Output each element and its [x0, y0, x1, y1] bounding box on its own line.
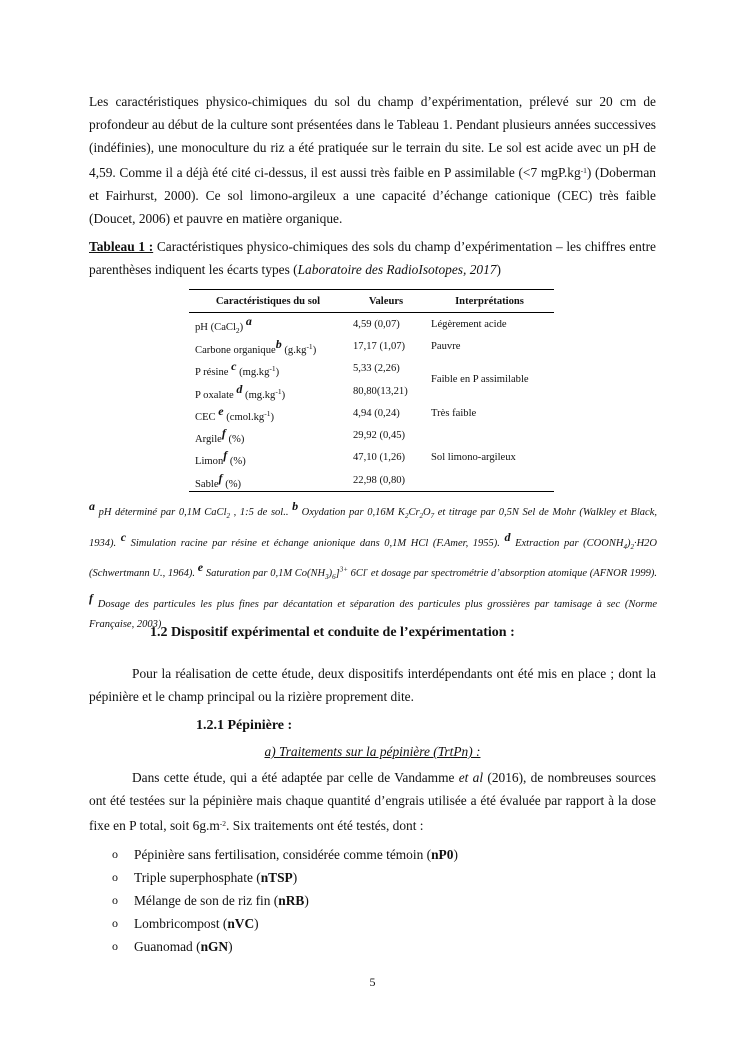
- footnote-marker: f: [218, 470, 223, 485]
- treatment-list: [112, 843, 458, 958]
- footnote-marker: f: [221, 426, 226, 441]
- row-value: 80,80(13,21): [353, 385, 408, 397]
- row-characteristic: Argilef (%): [195, 426, 245, 446]
- row-characteristic: pH (CaCl$_2$) a: [195, 313, 252, 335]
- bullet-icon: o: [112, 847, 118, 861]
- row-characteristic: P résine c $(mg.kg^{-1})$: [195, 359, 280, 379]
- subheading-traitements: a) Traitements sur la pépinière (TrtPn) :: [264, 744, 481, 759]
- footnote-marker: f: [223, 448, 228, 463]
- footnote-marker: d: [236, 381, 243, 396]
- list-item: o Lombricompost (nVC): [112, 912, 458, 935]
- soil-characteristics-table: [189, 289, 554, 492]
- row-interpretation: [425, 469, 554, 492]
- table-caption: [89, 236, 656, 281]
- section-heading-1-2-1: 1.2.1 Pépinière :: [196, 718, 293, 733]
- row-value: 47,10 (1,26): [353, 452, 406, 464]
- row-value: 17,17 (1,07): [353, 340, 406, 352]
- header-interpretations: Interprétations: [425, 290, 554, 313]
- row-characteristic: Limonf (%): [195, 448, 246, 468]
- row-value: 5,33 (2,26): [353, 363, 400, 375]
- table-row: [189, 335, 554, 357]
- row-characteristic: Carbone organiqueb $(g.kg^{-1})$: [195, 336, 317, 356]
- intro-text-2: ) (Doberman et Fairhurst, 2000). Ce sol limono-argileux a une capacité d’échange cationique (CEC) très faible (Doucet, 2006) et pauvre en matière organique.: [89, 165, 656, 226]
- footnote-marker: e: [218, 403, 224, 418]
- table-row: [189, 424, 554, 446]
- bullet-icon: o: [112, 916, 118, 930]
- intro-text-1: Les caractéristiques physico-chimiques du sol du champ d’expérimentation, prélevé sur 20 cm de profondeur au début de la culture sont présentées dans le Tableau 1. Pendant plusieurs années successives (indéfinies), une monoculture du riz a été pratiquée sur le terrain du site. Le sol est acide avec un pH de 4,59. Comme il a déjà été cité ci-dessus, il est aussi très faible en P assimilable (<7 mgP.kg: [89, 94, 656, 180]
- table-row: [189, 469, 554, 492]
- table-header-row: [189, 290, 554, 313]
- row-value: 4,94 (0,24): [353, 407, 400, 419]
- row-interpretation: Faible en P assimilable: [431, 374, 529, 386]
- row-interpretation: Pauvre: [431, 340, 461, 352]
- row-characteristic: CEC e $(cmol.kg^{-1})$: [195, 403, 274, 423]
- bullet-icon: o: [112, 893, 118, 907]
- table-row: [189, 402, 554, 424]
- header-values: Valeurs: [347, 290, 425, 313]
- table-caption-label: Tableau 1 :: [89, 239, 154, 254]
- table-caption-text: Caractéristiques physico-chimiques des sols du champ d’expérimentation – les chiffres entre parenthèses indiquent les écarts types (: [89, 239, 656, 277]
- row-characteristic: P oxalate d $(mg.kg^{-1})$: [195, 381, 286, 401]
- bullet-icon: o: [112, 939, 118, 953]
- row-interpretation: Légèrement acide: [431, 318, 507, 330]
- row-interpretation: Très faible: [431, 407, 477, 419]
- row-interpretation: Sol limono-argileux: [431, 452, 516, 464]
- row-value: 4,59 (0,07): [353, 318, 400, 330]
- list-item: o Triple superphosphate (nTSP): [112, 866, 458, 889]
- footnote-marker: b: [275, 336, 282, 351]
- table-caption-source: Laboratoire des RadioIsotopes, 2017: [297, 261, 497, 277]
- table-row: [189, 447, 554, 469]
- header-characteristics: Caractéristiques du sol: [189, 290, 347, 313]
- list-item: o Mélange de son de riz fin (nRB): [112, 889, 458, 912]
- para-traitements: Dans cette étude, qui a été adaptée par celle de Vandamme et al (2016), de nombreuses sources ont été testées sur la pépinière mais chaque quantité d’engrais utilisée a été évaluée par rapport à la dose fixe en P total, soit $6g.m^{-2}$. Six traitements ont été testés, dont :: [89, 770, 656, 833]
- row-value: 29,92 (0,45): [353, 430, 406, 442]
- footnote-marker: a: [245, 313, 252, 328]
- footnote-marker: c: [231, 359, 237, 374]
- intro-paragraph: [89, 90, 656, 230]
- section-heading-1-2: 1.2 Dispositif expérimental et conduite de l’expérimentation :: [150, 625, 515, 640]
- intro-superscript: -1: [580, 166, 587, 175]
- row-value: 22,98 (0,80): [347, 469, 425, 492]
- row-interpretation: [425, 424, 554, 446]
- para-dispositifs: Pour la réalisation de cette étude, deux dispositifs interdépendants ont été mis en place ; dont la pépinière et le champ principal ou la rizière proprement dite.: [89, 666, 656, 704]
- bullet-icon: o: [112, 870, 118, 884]
- row-characteristic: Sablef (%): [189, 469, 347, 492]
- page-number: 5: [369, 975, 376, 989]
- list-item: o Guanomad (nGN): [112, 935, 458, 958]
- list-item: o Pépinière sans fertilisation, considérée comme témoin (nP0): [112, 843, 458, 866]
- table-footnotes: a pH déterminé par 0,1M CaCl$_2$ , 1:5 de sol.. b Oxydation par 0,16M $K_2Cr_2O_7$ et titrage par 0,5N Sel de Mohr (Walkley et Black, 1934). c Simulation racine par résine et échange anionique dans 0,1M HCl (F.Amer, 1955). d Extraction par $(COONH_4)_2\cdot H2O$ (Schwertmann U., 1964). e Saturation par 0,1M $Co(NH_3)_6]^{3+}$ 6Cl- et dosage par spectrométrie d’absorption atomique (AFNOR 1999). f Dosage des particules les plus fines par décantation et séparation des particules plus grossières par tamisage à sec (Norme Française, 2003): [89, 499, 657, 631]
- table-row: [189, 358, 554, 380]
- table-caption-close: ): [496, 261, 501, 277]
- table-row: [189, 313, 554, 336]
